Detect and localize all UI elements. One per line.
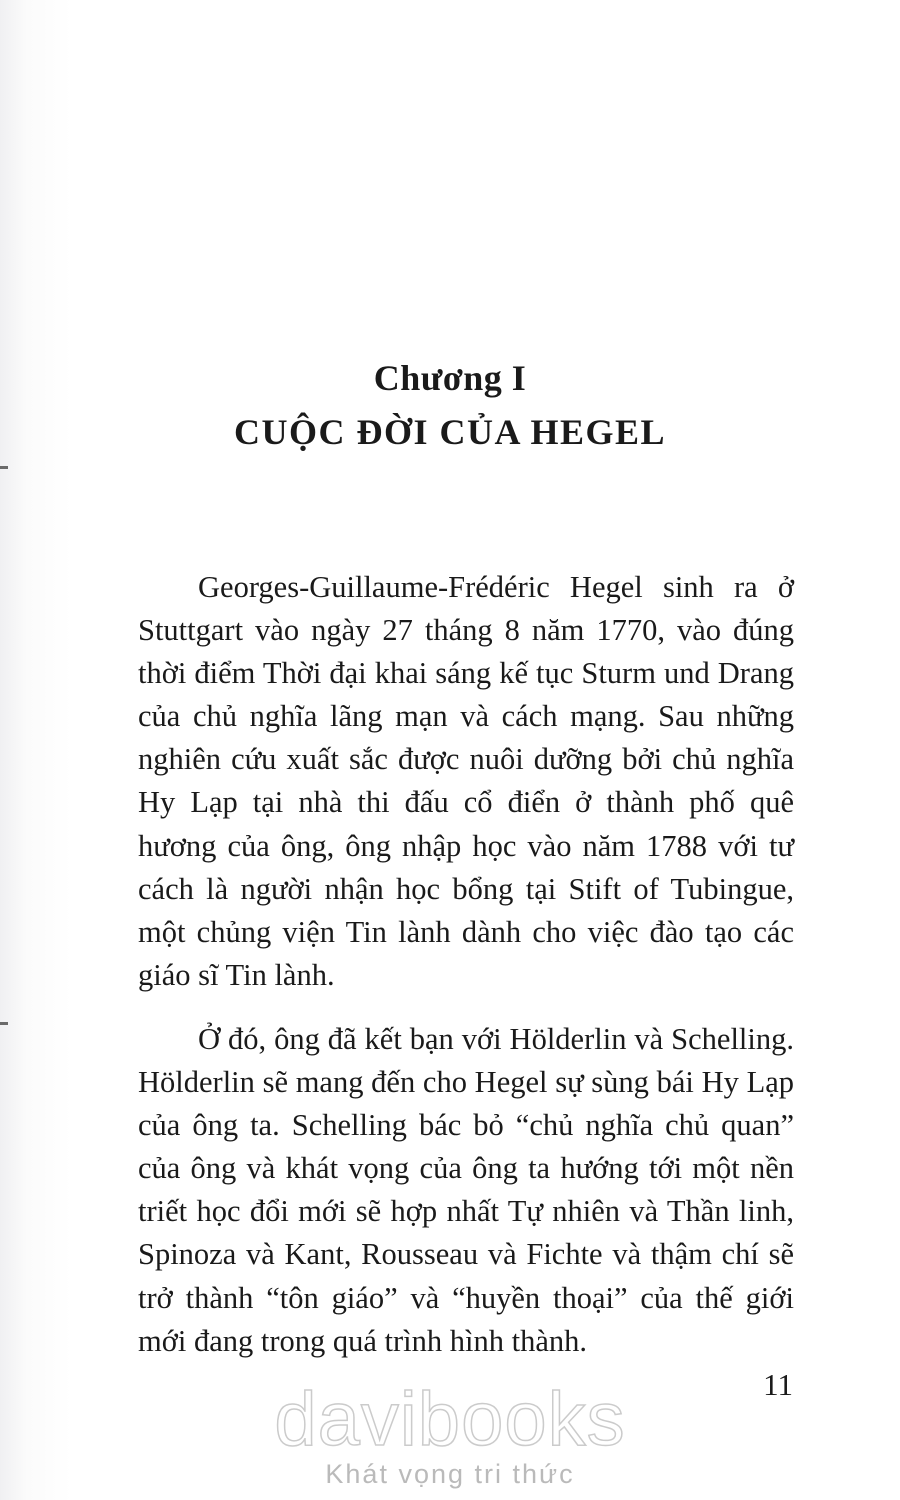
spine-binding-mark [0,1022,8,1025]
spine-binding-mark [0,466,8,469]
chapter-label: Chương I [373,358,527,398]
chapter-title: CUỘC ĐỜI CỦA HEGEL [233,412,667,452]
paragraph: Ở đó, ông đã kết bạn với Hölderlin và Schelling. Hölderlin sẽ mang đến cho Hegel sự sùng bái Hy Lạp của ông ta. Schelling bác bỏ “chủ nghĩa chủ quan” của ông và khát vọng của ông ta hướng tới một nền triết học đổi mới sẽ hợp nhất Tự nhiên và Thần linh, Spinoza và Kant, Rousseau và Fichte và thậm chí sẽ trở thành “tôn giáo” và “huyền thoại” của thế giới mới đang trong quá trình hình thành. [138,1021,794,1358]
body-text [138,566,794,1363]
page-number: 11 [763,1367,793,1402]
paragraph: Georges-Guillaume-Frédéric Hegel sinh ra ở Stuttgart vào ngày 27 tháng 8 năm 1770, vào đúng thời điểm Thời đại khai sáng kế tục Sturm und Drang của chủ nghĩa lãng mạn và cách mạng. Sau những nghiên cứu xuất sắc được nuôi dưỡng bởi chủ nghĩa Hy Lạp tại nhà thi đấu cổ điển ở thành phố quê hương của ông, ông nhập học vào năm 1788 với tư cách là người nhận học bổng tại Stift of Tubingue, một chủng viện Tin lành dành cho việc đào tạo các giáo sĩ Tin lành. [138,570,794,992]
watermark-logo: davibooks [274,1377,626,1462]
watermark-slogan: Khát vọng tri thức [325,1459,575,1489]
